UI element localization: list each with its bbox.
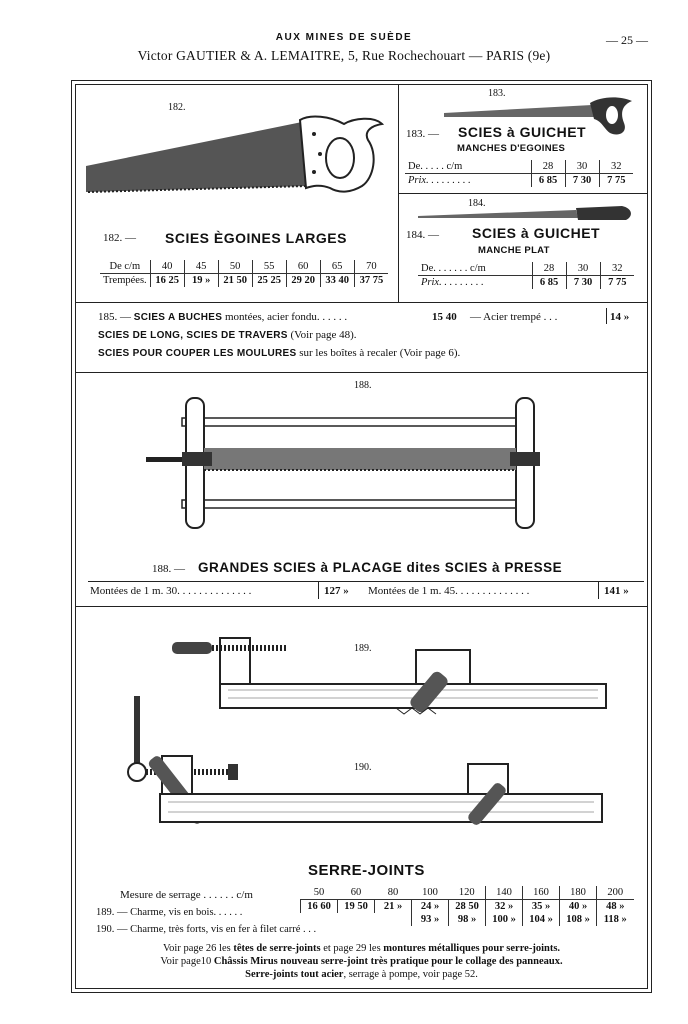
line-scies-moulures bbox=[98, 347, 460, 359]
figure-label-190: 190. bbox=[354, 762, 372, 773]
price-cell: 7 30 bbox=[565, 174, 599, 188]
size-cell: 32 bbox=[599, 160, 633, 174]
price-divider bbox=[606, 308, 607, 324]
size-cell: 30 bbox=[565, 160, 599, 174]
price-cell: 32 » bbox=[486, 900, 523, 914]
size-cell: 30 bbox=[566, 262, 600, 276]
footer-note-2 bbox=[75, 955, 648, 968]
desc-montees-145: Montées de 1 m. 45. . . . . . . . . . . . . . bbox=[368, 585, 530, 597]
ref-page-6: sur les boîtes à recaler (Voir page 6). bbox=[299, 347, 461, 359]
figure-label-183: 183. bbox=[488, 88, 506, 99]
title-scies-buches: SCIES A BUCHES bbox=[133, 312, 223, 323]
figure-label-188: 188. bbox=[354, 380, 372, 391]
subtitle-manches-egoines: MANCHES D'EGOINES bbox=[457, 143, 566, 154]
price-cell: 7 75 bbox=[600, 276, 634, 290]
size-cell: 160 bbox=[523, 886, 560, 900]
subtitle-manche-plat: MANCHE PLAT bbox=[478, 245, 550, 256]
price-table-183 bbox=[405, 160, 633, 187]
line-185 bbox=[98, 311, 347, 323]
page-number: — 25 — bbox=[606, 33, 648, 47]
price-cell: 108 » bbox=[560, 913, 597, 926]
size-cell: 80 bbox=[387, 887, 399, 898]
footer-note-3 bbox=[75, 968, 648, 981]
item-number-184: 184. — bbox=[406, 229, 439, 241]
price-cell: 19 » bbox=[184, 274, 218, 288]
price-cell: 16 60 bbox=[301, 900, 338, 914]
keyhole-saw-184-illustration bbox=[416, 202, 636, 224]
size-cell: 60 bbox=[350, 887, 362, 898]
footer-highlight: têtes de serre-joints bbox=[233, 943, 321, 954]
size-cell: 50 bbox=[218, 260, 252, 274]
item-number-182: 182. — bbox=[103, 232, 136, 244]
company-address: Victor GAUTIER & A. LEMAITRE, 5, Rue Rochechouart — PARIS (9e) bbox=[137, 48, 551, 63]
size-cell: 100 bbox=[422, 887, 438, 898]
catalog-title: AUX MINES DE SUÈDE bbox=[275, 32, 413, 43]
figure-label-189: 189. bbox=[354, 643, 372, 654]
price-cell bbox=[338, 913, 375, 926]
size-cell: 60 bbox=[286, 260, 320, 274]
price-cell: 7 30 bbox=[566, 276, 600, 290]
divider-188 bbox=[75, 372, 648, 373]
size-label: De. . . . . . . c/m bbox=[421, 263, 486, 274]
price-label: Prix. . . . . . . . . bbox=[405, 174, 531, 188]
size-cell: 28 bbox=[532, 262, 566, 276]
footer-text: et page 29 les bbox=[320, 943, 384, 954]
size-label: De c/m bbox=[109, 261, 141, 272]
size-cell: 140 bbox=[486, 886, 523, 900]
price-montees-130: 127 » bbox=[324, 585, 349, 597]
size-cell: 50 bbox=[313, 887, 325, 898]
price-cell: 25 25 bbox=[252, 274, 286, 288]
price-cell: 98 » bbox=[449, 913, 486, 926]
price-row-top bbox=[88, 581, 644, 582]
item-number-185: 185. — bbox=[98, 311, 131, 323]
size-cell: 32 bbox=[600, 262, 634, 276]
price-cell: 35 » bbox=[523, 900, 560, 914]
price-acier-trempe: 14 » bbox=[610, 311, 630, 323]
desc-acier-trempe: — Acier trempé . . . bbox=[470, 311, 558, 323]
title-scies-guichet-184: SCIES à GUICHET bbox=[472, 225, 601, 241]
title-scies-de-long: SCIES DE LONG, SCIES DE TRAVERS bbox=[98, 330, 288, 341]
price-cell: 33 40 bbox=[320, 274, 354, 288]
footer-note-1 bbox=[75, 942, 648, 955]
price-divider bbox=[318, 581, 319, 599]
price-montees-145: 141 » bbox=[604, 585, 629, 597]
price-cell: 19 50 bbox=[338, 900, 375, 914]
ref-page-48: (Voir page 48). bbox=[290, 329, 357, 341]
size-cell: 120 bbox=[458, 887, 475, 898]
price-cell: 37 75 bbox=[354, 274, 388, 288]
footer-highlight: Châssis Mirus nouveau serre-joint très pratique pour le collage des panneaux. bbox=[213, 956, 563, 967]
title-serre-joints: SERRE-JOINTS bbox=[308, 862, 425, 879]
price-cell: 6 85 bbox=[531, 174, 565, 188]
price-cell: 29 20 bbox=[286, 274, 320, 288]
size-cell: 70 bbox=[354, 260, 388, 274]
line-scies-de-long bbox=[98, 329, 357, 341]
price-acier-fondu: 15 40 bbox=[432, 311, 457, 323]
desc-montees-130: Montées de 1 m. 30. . . . . . . . . . . . . . bbox=[90, 585, 252, 597]
price-cell: 104 » bbox=[523, 913, 560, 926]
desc-acier-fondu: montées, acier fondu. . . . . . bbox=[224, 311, 348, 323]
size-cell: 200 bbox=[597, 886, 634, 900]
price-label: Prix. . . . . . . . . bbox=[418, 276, 532, 290]
divider-serre bbox=[75, 606, 648, 607]
size-cell: 180 bbox=[560, 886, 597, 900]
price-label: Trempées. bbox=[100, 274, 150, 288]
size-cell: 45 bbox=[184, 260, 218, 274]
footer-text: Voir page 26 les bbox=[162, 943, 234, 954]
footer-text: , serrage à pompe, voir page 52. bbox=[343, 969, 478, 980]
size-cell: 65 bbox=[320, 260, 354, 274]
price-table-serre-joints bbox=[300, 886, 634, 926]
serrage-label: Mesure de serrage . . . . . . c/m bbox=[120, 889, 253, 901]
price-divider bbox=[598, 581, 599, 599]
handsaw-illustration bbox=[82, 114, 392, 200]
price-cell: 118 » bbox=[597, 913, 634, 926]
price-cell: 21 50 bbox=[218, 274, 252, 288]
price-cell bbox=[375, 913, 412, 926]
price-cell: 93 » bbox=[412, 913, 449, 926]
price-cell: 7 75 bbox=[599, 174, 633, 188]
price-table-184 bbox=[418, 262, 634, 289]
figure-label-182: 182. bbox=[168, 102, 186, 113]
footer-highlight: Serre-joints tout acier bbox=[245, 969, 344, 980]
size-label: De. . . . . c/m bbox=[408, 161, 463, 172]
row-189-label: 189. — Charme, vis en bois. . . . . . bbox=[96, 907, 243, 918]
row-190-label: 190. — Charme, très forts, vis en fer à filet carré . . . bbox=[96, 924, 317, 935]
footer-text: Voir page10 bbox=[160, 956, 214, 967]
title-scies-guichet-183: SCIES à GUICHET bbox=[458, 124, 587, 140]
size-cell: 28 bbox=[531, 160, 565, 174]
bar-clamp-190-illustration bbox=[124, 694, 608, 836]
price-cell: 16 25 bbox=[150, 274, 184, 288]
price-cell: 24 » bbox=[412, 900, 449, 914]
item-number-188: 188. — bbox=[152, 563, 185, 575]
divider-185 bbox=[75, 302, 648, 303]
price-cell: 6 85 bbox=[532, 276, 566, 290]
divider-183-184 bbox=[398, 193, 648, 194]
frame-saw-illustration bbox=[142, 392, 552, 534]
price-cell: 21 » bbox=[375, 900, 412, 914]
price-cell: 100 » bbox=[486, 913, 523, 926]
size-cell: 55 bbox=[252, 260, 286, 274]
price-cell: 28 50 bbox=[449, 900, 486, 914]
size-cell: 40 bbox=[150, 260, 184, 274]
item-number-183: 183. — bbox=[406, 128, 439, 140]
title-scies-egoines: SCIES ÈGOINES LARGES bbox=[165, 230, 347, 246]
title-grandes-scies: GRANDES SCIES à PLACAGE dites SCIES à PRESSE bbox=[198, 560, 563, 575]
price-cell: 48 » bbox=[597, 900, 634, 914]
footer-highlight: montures métalliques pour serre-joints. bbox=[383, 943, 561, 954]
price-table-182 bbox=[100, 260, 388, 287]
price-cell: 40 » bbox=[560, 900, 597, 914]
figure-label-184: 184. bbox=[468, 198, 486, 209]
title-scies-moulures: SCIES POUR COUPER LES MOULURES bbox=[98, 348, 297, 359]
